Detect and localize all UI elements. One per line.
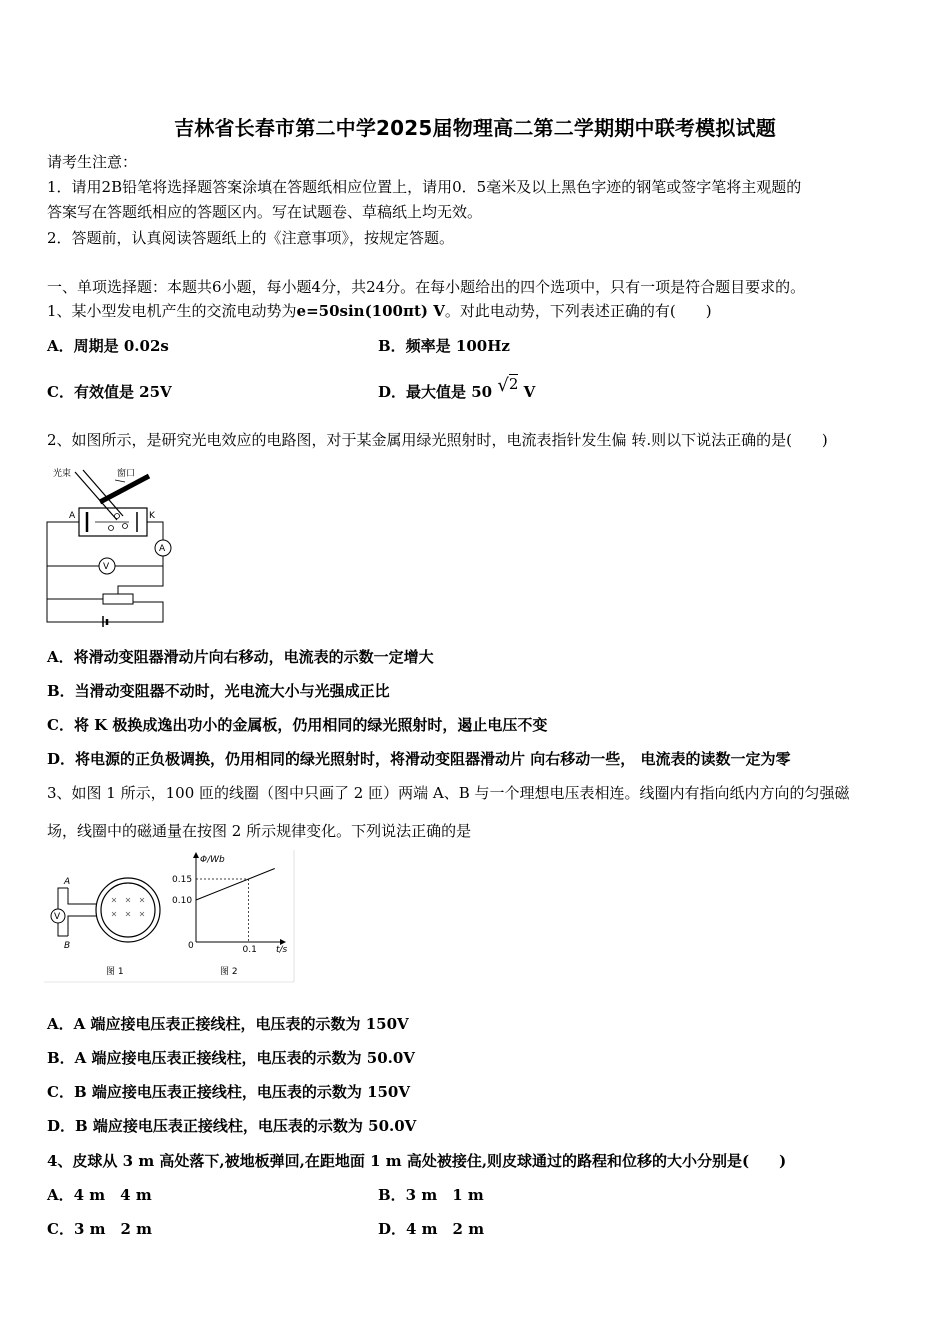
q4-option-d: D．4 m 2 m bbox=[378, 1220, 485, 1238]
fig1-label-b: B bbox=[64, 941, 71, 951]
sqrt-symbol: √2 bbox=[497, 375, 519, 396]
notice-item1-line1: 1．请用2B铅笔将选择题答案涂填在答题纸相应位置上，请用0．5毫米及以上黑色字迹的钢笔或签字笔将主观题的 bbox=[47, 178, 802, 196]
q3-option-c: C．B 端应接电压表正接线柱，电压表的示数为 150V bbox=[47, 1083, 411, 1101]
q1-stem-a: 1、某小型发电机产生的交流电动势为 bbox=[47, 302, 297, 320]
fig2-xlabel: t/s bbox=[276, 945, 288, 955]
fig2-tick-0.1: 0.1 bbox=[242, 945, 257, 955]
q3-option-a: A．A 端应接电压表正接线柱，电压表的示数为 150V bbox=[47, 1015, 409, 1033]
q2-circuit-figure bbox=[45, 462, 180, 627]
fig1-label-a: A bbox=[64, 877, 71, 887]
page-title: 吉林省长春市第二中学2025届物理高二第二学期期中联考模拟试题 bbox=[174, 116, 776, 140]
q1-option-d-rad: 2 bbox=[508, 375, 519, 393]
q1-stem bbox=[47, 301, 712, 321]
q1-option-d-pre: D．最大值是 50 bbox=[378, 383, 493, 401]
q1-option-b: B．频率是 100Hz bbox=[378, 337, 510, 355]
rheostat bbox=[103, 594, 133, 604]
q2-option-a: A．将滑动变阻器滑动片向右移动，电流表的示数一定增大 bbox=[47, 648, 434, 666]
q4-stem: 4、皮球从 3 m 高处落下,被地板弹回,在距地面 1 m 高处被接住,则皮球通过的路程和位移的大小分别是( ) bbox=[47, 1152, 787, 1170]
q1-stem-b: 。对此电动势，下列表述正确的有( ) bbox=[444, 302, 712, 320]
q4-option-a: A．4 m 4 m bbox=[47, 1186, 152, 1204]
label-window: 窗口 bbox=[117, 469, 136, 479]
q2-option-c: C．将 K 极换成逸出功小的金属板，仍用相同的绿光照射时，遏止电压不变 bbox=[47, 716, 548, 734]
q1-option-c: C．有效值是 25V bbox=[47, 383, 172, 401]
label-voltmeter: V bbox=[103, 562, 110, 572]
fig1-caption: 图 1 bbox=[106, 967, 124, 977]
label-light-beam: 光束 bbox=[53, 469, 72, 479]
fig2-tick-0.15: 0.15 bbox=[172, 875, 193, 885]
q2-option-b: B．当滑动变阻器不动时，光电流大小与光强成正比 bbox=[47, 682, 390, 700]
fig2-tick-0.10: 0.10 bbox=[172, 896, 193, 906]
notice-item2: 2．答题前，认真阅读答题纸上的《注意事项》，按规定答题。 bbox=[47, 229, 455, 247]
label-ammeter: A bbox=[159, 544, 166, 554]
q1-option-a: A．周期是 0.02s bbox=[47, 337, 169, 355]
fig2-chart bbox=[172, 852, 288, 955]
q1-option-d bbox=[378, 375, 536, 402]
q1-formula: e=50sin(100πt) V bbox=[296, 302, 445, 320]
q2-stem: 2、如图所示，是研究光电效应的电路图，对于某金属用绿光照射时，电流表指针发生偏 转.则以下说法正确的是( ) bbox=[47, 431, 828, 449]
fig2-tick-0: 0 bbox=[188, 941, 194, 951]
q3-stem-line1: 3、如图 1 所示，100 匝的线圈（图中只画了 2 匝）两端 A、B 与一个理想电压表相连。线圈内有指向纸内方向的匀强磁 bbox=[47, 784, 850, 802]
notice-heading: 请考生注意： bbox=[47, 153, 138, 171]
q4-option-b: B．3 m 1 m bbox=[378, 1186, 484, 1204]
q1-option-d-post: V bbox=[523, 383, 536, 401]
fig1-label-v: V bbox=[54, 912, 61, 922]
fig2-flux-line bbox=[196, 869, 275, 901]
q2-option-d: D．将电源的正负极调换，仍用相同的绿光照射时，将滑动变阻器滑动片 向右移动一些， 电流表的读数一定为零 bbox=[47, 750, 791, 768]
notice-item1-line2: 答案写在答题纸相应的答题区内。写在试题卷、草稿纸上均无效。 bbox=[47, 203, 483, 221]
q3-stem-line2: 场，线圈中的磁通量在按图 2 所示规律变化。下列说法正确的是 bbox=[47, 822, 472, 840]
label-anode: A bbox=[69, 511, 76, 521]
q3-option-b: B．A 端应接电压表正接线柱，电压表的示数为 50.0V bbox=[47, 1049, 415, 1067]
q3-option-d: D．B 端应接电压表正接线柱，电压表的示数为 50.0V bbox=[47, 1117, 417, 1135]
fig2-ylabel: Φ/Wb bbox=[200, 855, 225, 865]
section1-heading: 一、单项选择题：本题共6小题，每小题4分，共24分。在每小题给出的四个选项中，只有一项是符合题目要求的。 bbox=[47, 278, 806, 296]
q3-figures bbox=[44, 850, 296, 988]
fig1-coil bbox=[96, 878, 160, 942]
fig2-caption: 图 2 bbox=[220, 967, 238, 977]
window-bar bbox=[100, 476, 149, 502]
q4-option-c: C．3 m 2 m bbox=[47, 1220, 153, 1238]
label-cathode: K bbox=[149, 511, 155, 521]
